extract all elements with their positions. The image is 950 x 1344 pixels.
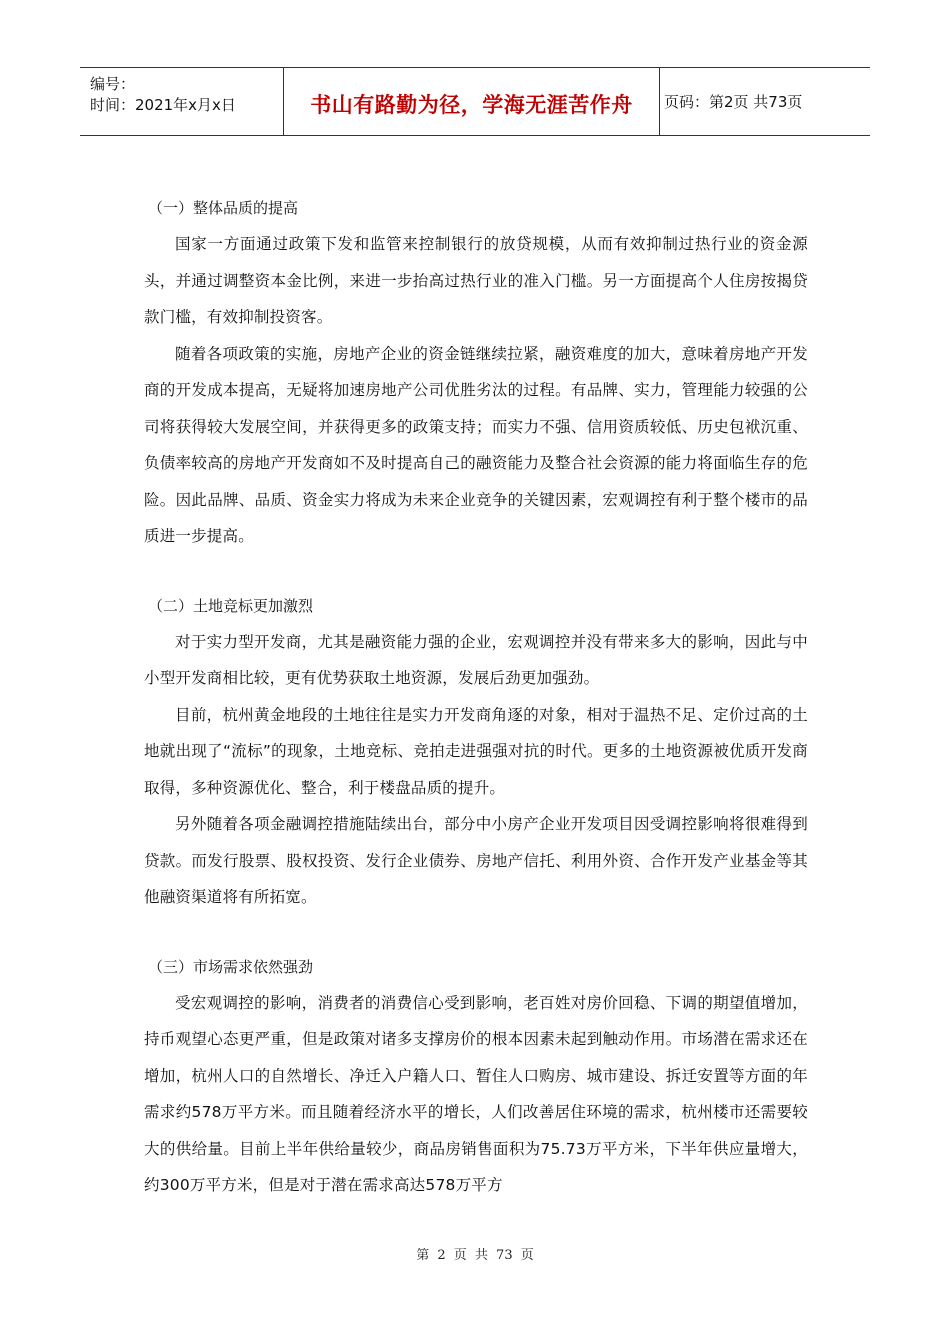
- paragraph: 受宏观调控的影响，消费者的消费信心受到影响，老百姓对房价回稳、下调的期望值增加，持币观望心态更严重，但是政策对诸多支撑房价的根本因素未起到触动作用。市场潜在需求还在增加，杭州人口的自然增长、净迁入户籍人口、暂住人口购房、城市建设、拆迁安置等方面的年需求约578万平方米。而且随着经济水平的增长，人们改善居住环境的需求，杭州楼市还需要较大的供给量。目前上半年供给量较少，商品房销售面积为75.73万平方米，下半年供应量增大，约300万平方米，但是对于潜在需求高达578万平方: [144, 993, 808, 1194]
- paragraph: 国家一方面通过政策下发和监管来控制银行的放贷规模，从而有效抑制过热行业的资金源头，并通过调整资本金比例，来进一步抬高过热行业的准入门槛。另一方面提高个人住房按揭贷款门槛，有效抑制投资客。: [144, 235, 808, 326]
- paragraph: 目前，杭州黄金地段的土地往往是实力开发商角逐的对象，相对于温热不足、定价过高的土地就出现了“流标”的现象，土地竞标、竞拍走进强强对抗的时代。更多的土地资源被优质开发商取得，多种资源优化、整合，利于楼盘品质的提升。: [144, 705, 808, 797]
- page-header: [80, 67, 870, 136]
- page-footer: 第 2 页 共 73 页: [416, 1248, 534, 1263]
- header-motto-cell: [284, 68, 660, 135]
- section-2: [144, 588, 808, 916]
- section-1: [144, 190, 808, 555]
- section-heading: （三）市场需求依然强劲: [148, 957, 314, 976]
- paragraph: 随着各项政策的实施，房地产企业的资金链继续拉紧，融资难度的加大，意味着房地产开发商的开发成本提高，无疑将加速房地产公司优胜劣汰的过程。有品牌、实力，管理能力较强的公司将获得较大发展空间，并获得更多的政策支持；而实力不强、信用资质较低、历史包袱沉重、负债率较高的房地产开发商如不及时提高自己的融资能力及整合社会资源的能力将面临生存的危险。因此品牌、品质、资金实力将成为未来企业竞争的关键因素，宏观调控有利于整个楼市的品质进一步提高。: [144, 344, 808, 545]
- document-date: 时间：2021年x月x日: [90, 96, 236, 114]
- header-page-info: 页码：第2页 共73页: [664, 93, 803, 111]
- section-heading: （二）土地竞标更加激烈: [148, 596, 314, 615]
- paragraph: 另外随着各项金融调控措施陆续出台，部分中小房产企业开发项目因受调控影响将很难得到贷款。而发行股票、股权投资、发行企业债券、房地产信托、利用外资、合作开发产业基金等其他融资渠道将有所拓宽。: [144, 815, 808, 906]
- document-number-label: 编号：: [90, 75, 136, 93]
- section-gap: [144, 916, 808, 949]
- header-meta: [80, 68, 284, 135]
- section-heading: （一）整体品质的提高: [148, 199, 299, 217]
- paragraph: 对于实力型开发商，尤其是融资能力强的企业，宏观调控并没有带来多大的影响，因此与中小型开发商相比较，更有优势获取土地资源，发展后劲更加强劲。: [144, 632, 808, 687]
- document-body: [144, 190, 808, 1204]
- header-motto: 书山有路勤为径，学海无涯苦作舟: [310, 92, 633, 117]
- section-gap: [144, 555, 808, 588]
- section-3: [144, 949, 808, 1204]
- header-page-info-cell: [660, 68, 870, 135]
